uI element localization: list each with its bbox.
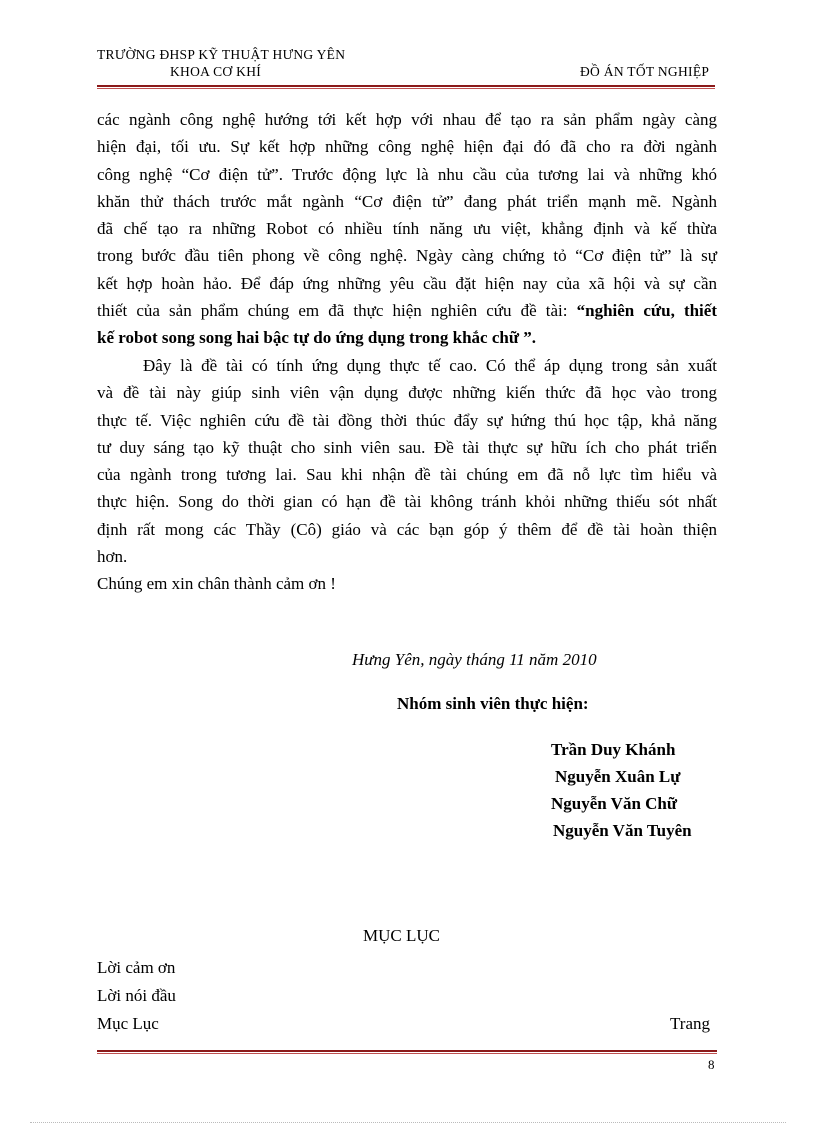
member-name: Nguyễn Xuân Lự <box>555 767 681 786</box>
toc-item: Lời cảm ơn <box>97 958 176 977</box>
text-line: Đây là đề tài có tính ứng dụng thực tế cao. Có thể áp dụng trong sản xuất <box>143 356 717 375</box>
member-name: Nguyễn Văn Tuyên <box>553 821 692 840</box>
text-line <box>97 297 717 324</box>
thanks-line: Chúng em xin chân thành cảm ơn ! <box>97 574 336 594</box>
member-name: Nguyễn Văn Chữ <box>551 794 678 813</box>
toc-title: MỤC LỤC <box>363 926 440 945</box>
toc-item: Lời nói đầu <box>97 986 176 1005</box>
text-line: kết hợp hoàn hảo. Để đáp ứng những yêu cầu đặt hiện nay của xã hội và sự cần <box>97 273 717 293</box>
text-line: thực tế. Việc nghiên cứu đề tài đồng thời thúc đẩy sự hứng thú học tập, khả năng <box>97 410 717 430</box>
footer-rule-thin <box>97 1053 717 1054</box>
body-paragraph-2 <box>97 352 717 598</box>
text-line: hiện đại, tối ưu. Sự kết hợp những công nghệ hiện đại đó đã cho ra đời ngành <box>97 137 717 157</box>
page-number: 8 <box>708 1057 715 1072</box>
text-line: đã chế tạo ra những Robot có nhiều tính năng ưu việt, khẳng định và kế thừa <box>97 219 717 239</box>
text-line: của ngành trong tương lai. Sau khi nhận đề tài chúng em đã nỗ lực tìm hiểu và <box>97 465 717 485</box>
header-rule-thin <box>97 88 715 89</box>
text-line: hơn. <box>97 547 128 567</box>
body-paragraph-1 <box>97 106 717 352</box>
toc-item: Mục Lục <box>97 1014 159 1033</box>
header-school: TRƯỜNG ĐHSP KỸ THUẬT HƯNG YÊN <box>97 47 346 62</box>
text-line: tư duy sáng tạo kỹ thuật cho sinh viên sau. Đề tài thực sự hữu ích cho phát triển <box>97 437 717 457</box>
toc-page-label: Trang <box>670 1014 710 1033</box>
header-rule <box>97 85 715 87</box>
topic-title-start: “nghiên cứu, thiết <box>576 301 717 321</box>
topic-title-end: kế robot song song hai bậc tự do ứng dụng trong khắc chữ ”. <box>97 328 537 348</box>
text-line: khăn thử thách trước mắt ngành “Cơ điện tử” đang phát triển mạnh mẽ. Ngành <box>97 191 717 211</box>
footer-rule <box>97 1050 717 1052</box>
text-line: định rất mong các Thầy (Cô) giáo và các bạn góp ý thêm để đề tài hoàn thiện <box>97 519 717 539</box>
text-line: trong bước đầu tiên phong về công nghệ. Ngày càng chứng tỏ “Cơ điện tử” là sự <box>97 246 717 266</box>
signature-group-label: Nhóm sinh viên thực hiện: <box>397 694 589 713</box>
text-plain: thiết của sản phẩm chúng em đã thực hiện nghiên cứu đề tài: <box>97 301 577 321</box>
header-doc-type: ĐỒ ÁN TỐT NGHIỆP <box>580 64 710 79</box>
text-line: công nghệ “Cơ điện tử”. Trước động lực là nhu cầu của tương lai và những khó <box>97 164 717 184</box>
header-faculty: KHOA CƠ KHÍ <box>170 64 262 79</box>
member-name: Trần Duy Khánh <box>551 740 676 759</box>
signature-date: Hưng Yên, ngày tháng 11 năm 2010 <box>352 650 597 669</box>
text-line: thực hiện. Song do thời gian có hạn đề tài không tránh khỏi những thiếu sót nhất <box>97 492 717 512</box>
text-line: các ngành công nghệ hướng tới kết hợp với nhau để tạo ra sản phẩm ngày càng <box>97 110 717 129</box>
text-line: và đề tài này giúp sinh viên vận dụng được những kiến thức đã học vào trong <box>97 383 717 403</box>
